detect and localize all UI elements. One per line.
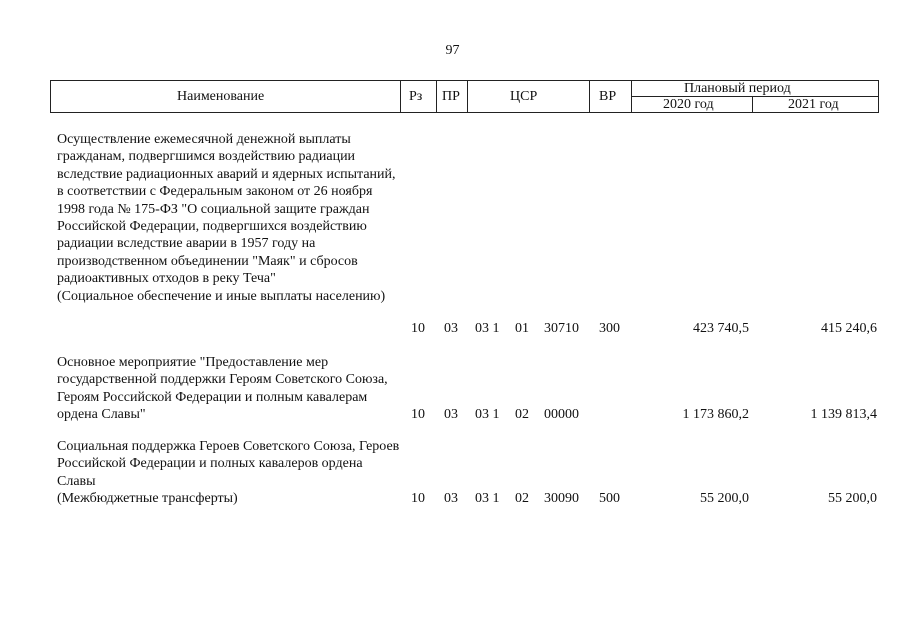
header-divider bbox=[589, 81, 590, 112]
cell-csr-subprogram: 02 bbox=[515, 407, 529, 422]
cell-csr-direction: 30710 bbox=[544, 321, 579, 336]
cell-vr: 300 bbox=[599, 321, 620, 336]
header-year-2021: 2021 год bbox=[788, 97, 839, 112]
header-divider bbox=[400, 81, 401, 112]
cell-csr-subprogram: 02 bbox=[515, 491, 529, 506]
page-number: 97 bbox=[445, 43, 460, 58]
cell-2021: 55 200,0 bbox=[828, 491, 877, 506]
row-note: (Социальное обеспечение и иные выплаты населению) bbox=[57, 288, 386, 304]
cell-2020: 423 740,5 bbox=[693, 321, 749, 336]
cell-csr-program: 03 1 bbox=[475, 321, 500, 336]
cell-rz: 10 bbox=[411, 491, 425, 506]
cell-csr-direction: 30090 bbox=[544, 491, 579, 506]
cell-csr-direction: 00000 bbox=[544, 407, 579, 422]
header-csr: ЦСР bbox=[510, 89, 538, 104]
cell-vr: 500 bbox=[599, 491, 620, 506]
cell-2021: 415 240,6 bbox=[821, 321, 877, 336]
cell-pr: 03 bbox=[444, 321, 458, 336]
header-divider bbox=[436, 81, 437, 112]
header-pr: ПР bbox=[442, 89, 460, 104]
cell-rz: 10 bbox=[411, 321, 425, 336]
row-note: (Межбюджетные трансферты) bbox=[57, 491, 238, 507]
cell-2020: 1 173 860,2 bbox=[682, 407, 749, 422]
cell-pr: 03 bbox=[444, 407, 458, 422]
table-header bbox=[50, 80, 879, 113]
row-name bbox=[57, 438, 402, 508]
header-vr: ВР bbox=[599, 89, 617, 104]
row-name bbox=[57, 131, 402, 305]
header-name: Наименование bbox=[177, 89, 265, 104]
header-rz: Рз bbox=[409, 89, 423, 104]
cell-csr-program: 03 1 bbox=[475, 407, 500, 422]
header-planned-period: Плановый период bbox=[684, 81, 791, 96]
cell-csr-program: 03 1 bbox=[475, 491, 500, 506]
cell-rz: 10 bbox=[411, 407, 425, 422]
cell-2021: 1 139 813,4 bbox=[810, 407, 877, 422]
cell-csr-subprogram: 01 bbox=[515, 321, 529, 336]
header-divider bbox=[467, 81, 468, 112]
cell-pr: 03 bbox=[444, 491, 458, 506]
row-name bbox=[57, 354, 402, 424]
header-divider bbox=[752, 96, 753, 112]
header-year-2020: 2020 год bbox=[663, 97, 714, 112]
row-title: Социальная поддержка Героев Советского Союза, Героев Российской Федерации и полных кавалеров ордена Славы bbox=[57, 439, 400, 489]
cell-2020: 55 200,0 bbox=[700, 491, 749, 506]
row-title: Осуществление ежемесячной денежной выплаты гражданам, подвергшимся воздействию радиации вследствие радиационных аварий и ядерных испытаний, в соответствии с Федеральным законом от 26 ноября 1998 года № 175-ФЗ "О социальной защите граждан Российской Федерации, подвергшихся воздействию радиации вследствие аварии в 1957 году на производственном объединении "Маяк" и сбросов радиоактивных отходов в реку Теча" bbox=[57, 132, 396, 287]
row-title: Основное мероприятие "Предоставление мер государственной поддержки Героям Советского Союза, Героям Российской Федерации и полным кавалерам ордена Славы" bbox=[57, 355, 388, 423]
